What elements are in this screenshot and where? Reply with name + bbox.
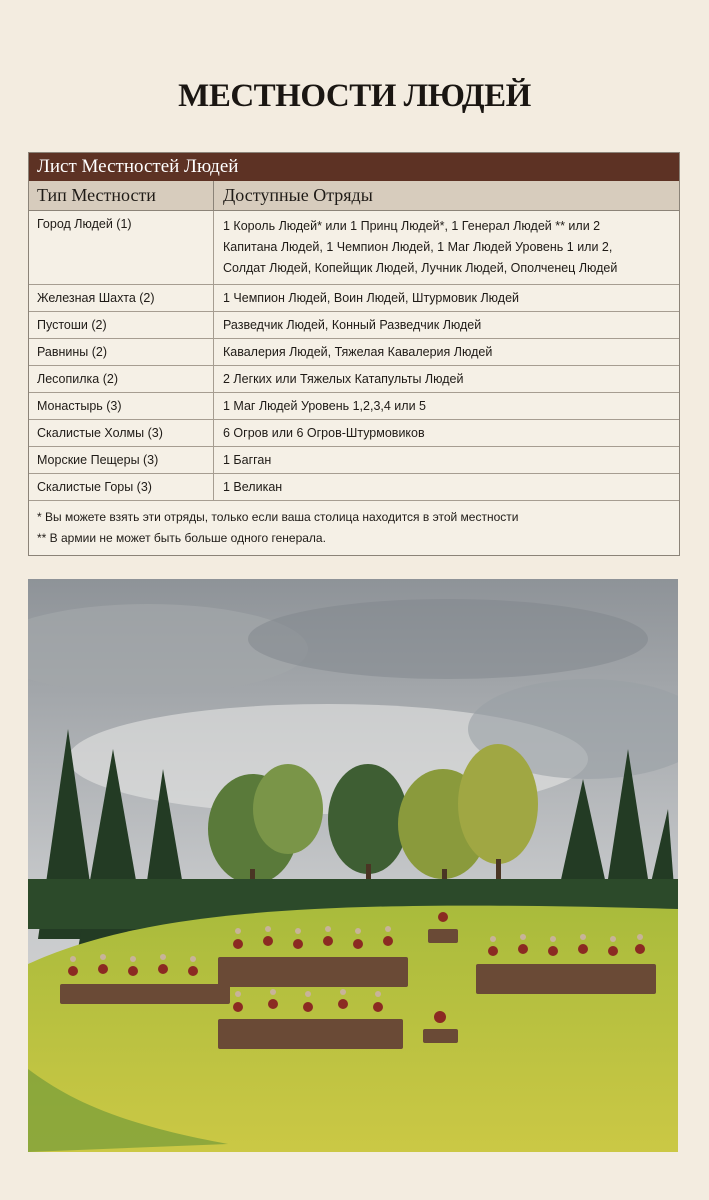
units-cell: Разведчик Людей, Конный Разведчик Людей [223,318,482,332]
units-cell: 6 Огров или 6 Огров-Штурмовиков [223,426,425,440]
terrain-cell: Морские Пещеры (3) [29,447,214,473]
table-row [29,285,679,312]
terrain-cell: Пустоши (2) [29,312,214,338]
table-row [29,366,679,393]
table-row [29,420,679,447]
footnote: * Вы можете взять эти отряды, только если ваша столица находится в этой местности [37,510,519,524]
units-cell: 1 Маг Людей Уровень 1,2,3,4 или 5 [223,399,426,413]
units-cell: 1 Великан [223,480,283,494]
table-row [29,339,679,366]
footnote: ** В армии не может быть больше одного генерала. [37,531,326,545]
table-row [29,474,679,501]
terrain-cell: Скалистые Холмы (3) [29,420,214,446]
units-cell: 1 Чемпион Людей, Воин Людей, Штурмовик Людей [223,291,520,305]
table-row [29,312,679,339]
units-line: Капитана Людей, 1 Чемпион Людей, 1 Маг Людей Уровень 1 или 2, [223,240,613,254]
terrain-cell: Город Людей (1) [29,211,214,284]
army-photo-illustration [28,579,678,1152]
terrain-cell: Монастырь (3) [29,393,214,419]
army-photo [28,579,678,1152]
terrain-cell: Лесопилка (2) [29,366,214,392]
units-cell [214,211,679,284]
units-cell: 1 Багган [223,453,272,467]
units-cell: Кавалерия Людей, Тяжелая Кавалерия Людей [223,345,493,359]
terrain-cell: Скалистые Горы (3) [29,474,214,500]
page-title: МЕСТНОСТИ ЛЮДЕЙ [178,78,531,114]
table-title: Лист Местностей Людей [29,153,679,181]
header-available-units: Доступные Отряды [223,185,373,205]
units-cell: 2 Легких или Тяжелых Катапульты Людей [223,372,464,386]
table-row [29,211,679,285]
table-footnotes [29,501,679,555]
terrain-cell: Железная Шахта (2) [29,285,214,311]
terrain-cell: Равнины (2) [29,339,214,365]
units-line: Солдат Людей, Копейщик Людей, Лучник Людей, Ополченец Людей [223,261,618,275]
header-terrain-type: Тип Местности [29,181,214,210]
terrain-table [28,152,680,556]
table-header-row [29,181,679,211]
table-row [29,447,679,474]
units-line: 1 Король Людей* или 1 Принц Людей*, 1 Генерал Людей ** или 2 [223,219,601,233]
table-row [29,393,679,420]
